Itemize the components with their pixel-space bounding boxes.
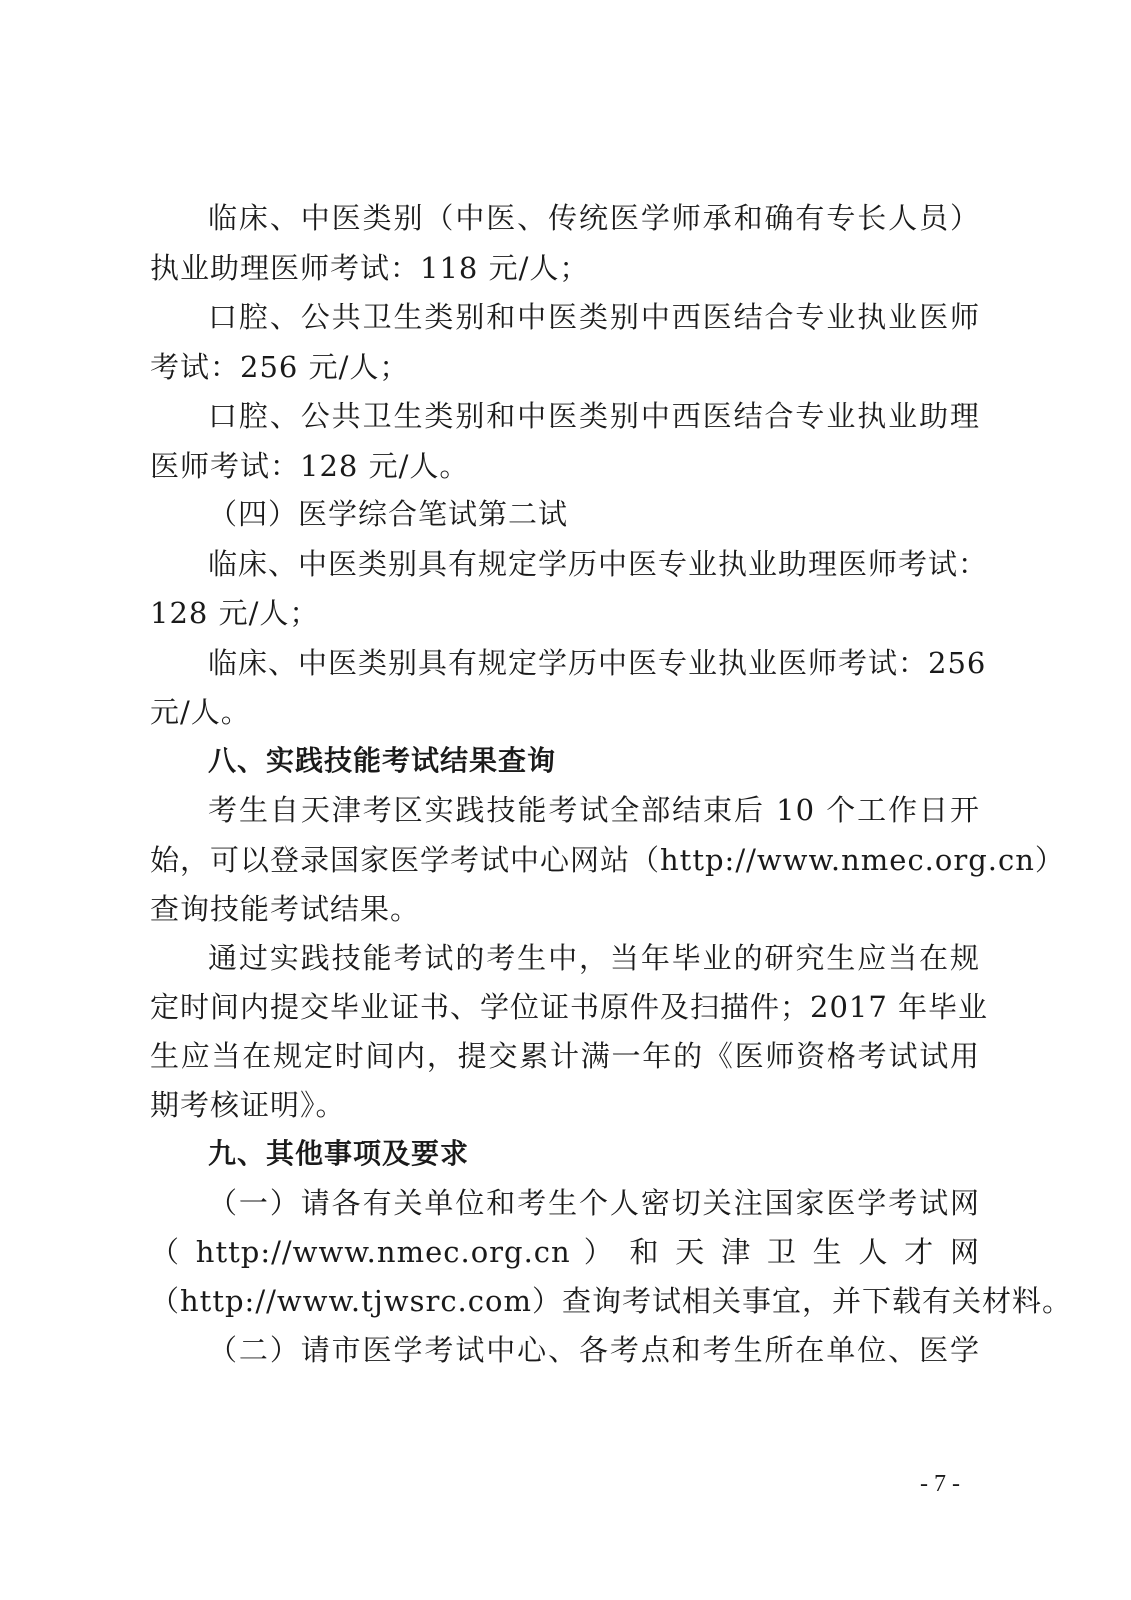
paragraph-line: 元/人。 (150, 695, 251, 729)
paragraph-line: （一）请各有关单位和考生个人密切关注国家医学考试网 (208, 1186, 980, 1220)
paragraph-line: 临床、中医类别（中医、传统医学师承和确有专长人员） (208, 201, 980, 235)
paragraph-line: 考试：256 元/人； (150, 350, 410, 384)
paragraph-line: 查询技能考试结果。 (150, 892, 421, 926)
paragraph-line: 临床、中医类别具有规定学历中医专业执业助理医师考试： (208, 547, 989, 581)
section-heading: 九、其他事项及要求 (208, 1137, 470, 1170)
paragraph-line: 128 元/人； (150, 596, 320, 630)
paragraph-line: 医师考试：128 元/人。 (150, 449, 470, 483)
section-heading: 八、实践技能考试结果查询 (208, 744, 557, 777)
paragraph-line: 考生自天津考区实践技能考试全部结束后 10 个工作日开 (208, 793, 980, 827)
paragraph-line: 通过实践技能考试的考生中，当年毕业的研究生应当在规 (208, 941, 980, 975)
subsection-heading: （四）医学综合笔试第二试 (208, 497, 569, 531)
paragraph-line: 口腔、公共卫生类别和中医类别中西医结合专业执业助理 (208, 399, 980, 433)
page-number: - 7 - (920, 1471, 960, 1497)
paragraph-line: 期考核证明》。 (150, 1088, 346, 1122)
paragraph-line: 生应当在规定时间内，提交累计满一年的《医师资格考试试用 (150, 1039, 980, 1073)
paragraph-line: 口腔、公共卫生类别和中医类别中西医结合专业执业医师 (208, 300, 980, 334)
paragraph-line: （ http://www.nmec.org.cn ） 和 天 津 卫 生 人 才 网 (150, 1235, 980, 1269)
paragraph-line: （http://www.tjwsrc.com）查询考试相关事宜，并下载有关材料。 (150, 1284, 1072, 1318)
paragraph-line: 始，可以登录国家医学考试中心网站（http://www.nmec.org.cn） (150, 843, 1065, 877)
paragraph-line: 临床、中医类别具有规定学历中医专业执业医师考试：256 (208, 646, 987, 680)
paragraph-line: 定时间内提交毕业证书、学位证书原件及扫描件；2017 年毕业 (150, 990, 989, 1024)
paragraph-line: （二）请市医学考试中心、各考点和考生所在单位、医学 (208, 1333, 980, 1367)
paragraph-line: 执业助理医师考试：118 元/人； (150, 251, 590, 285)
